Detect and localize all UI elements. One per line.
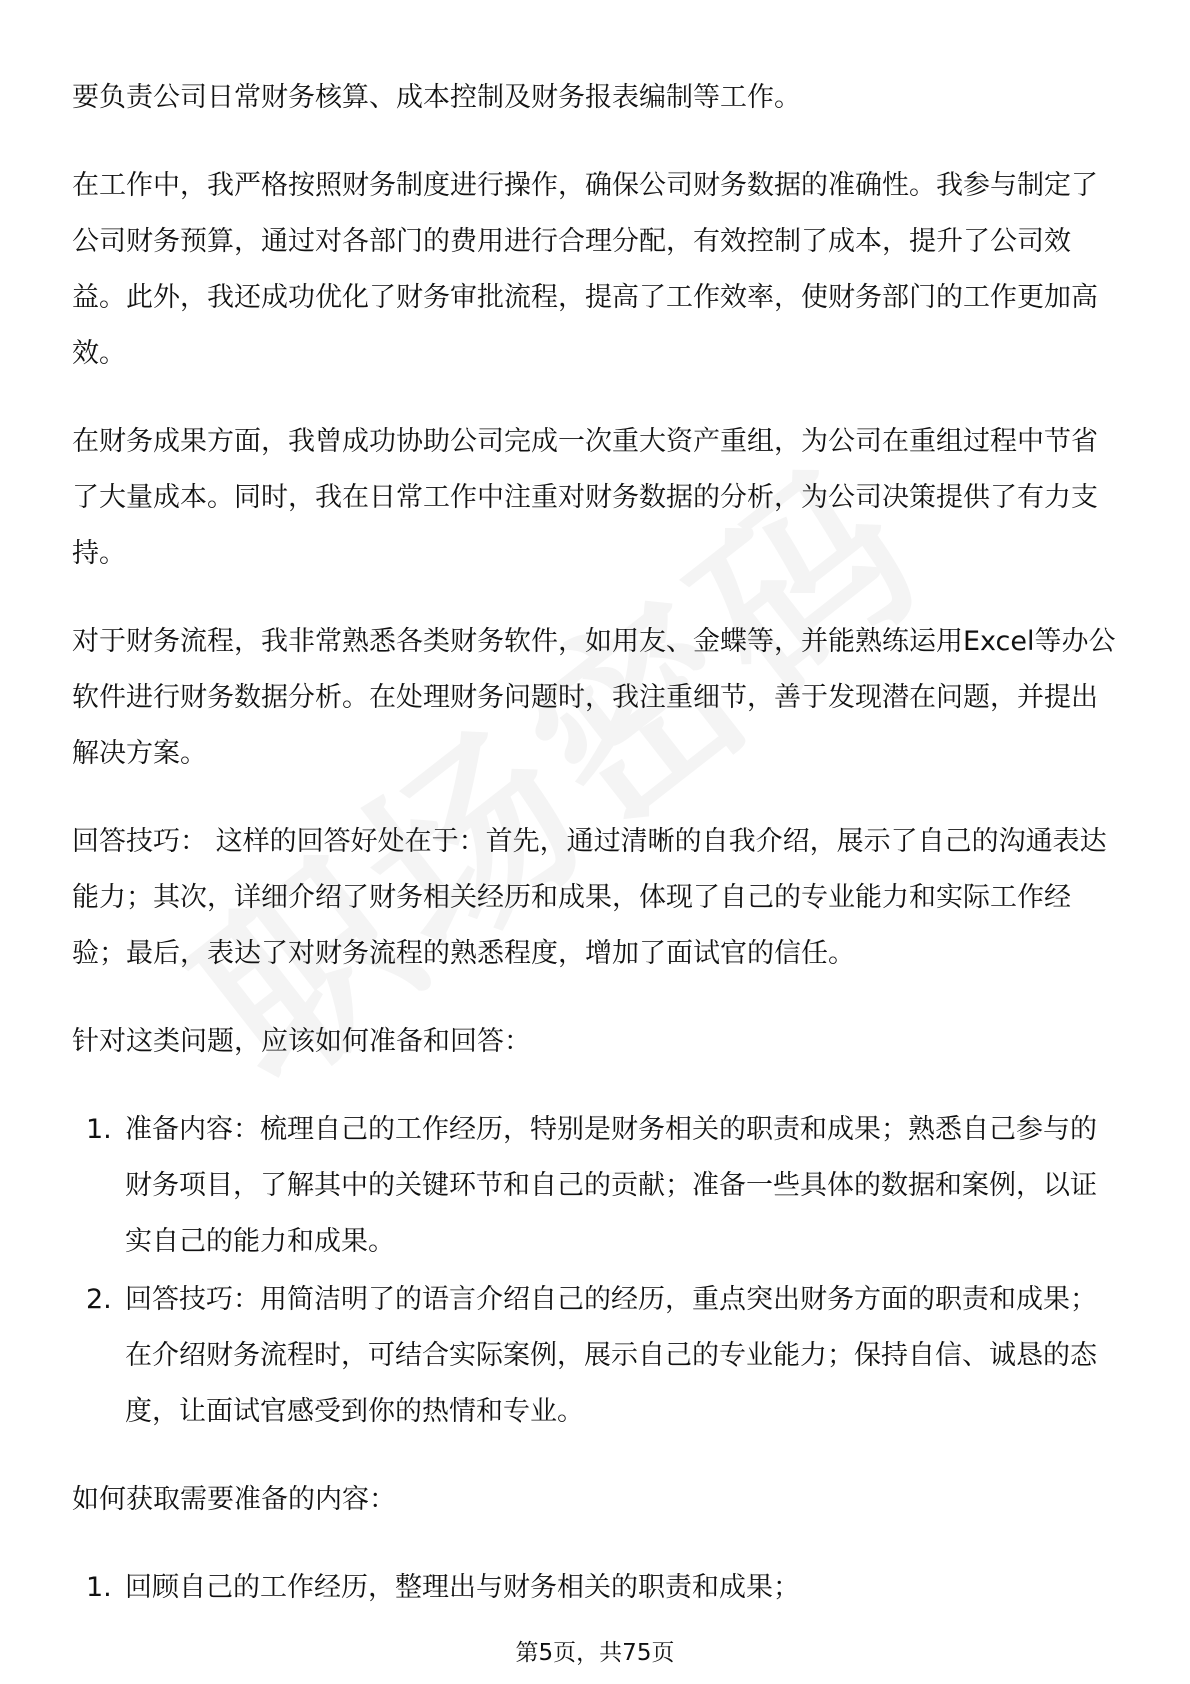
paragraph-answer-tips: 回答技巧： 这样的回答好处在于：首先，通过清晰的自我介绍，展示了自己的沟通表达能力；其次，详细介绍了财务相关经历和成果，体现了自己的专业能力和实际工作经验；最后，表达了对财务流程的熟悉程度，增加了面试官的信任。 bbox=[72, 826, 1107, 969]
list-item bbox=[72, 1102, 1122, 1270]
list-item bbox=[72, 1560, 1122, 1616]
preparation-list bbox=[72, 1102, 1122, 1440]
paragraph-responsibilities: 要负责公司日常财务核算、成本控制及财务报表编制等工作。 bbox=[72, 82, 801, 113]
list-item-text: 准备内容：梳理自己的工作经历，特别是财务相关的职责和成果；熟悉自己参与的财务项目，了解其中的关键环节和自己的贡献；准备一些具体的数据和案例，以证实自己的能力和成果。 bbox=[125, 1114, 1097, 1257]
paragraph-how-to-prepare: 针对这类问题，应该如何准备和回答： bbox=[72, 1026, 531, 1057]
list-item bbox=[72, 1272, 1122, 1440]
list-item-text: 回答技巧：用简洁明了的语言介绍自己的经历，重点突出财务方面的职责和成果；在介绍财务流程时，可结合实际案例，展示自己的专业能力；保持自信、诚恳的态度，让面试官感受到你的热情和专业。 bbox=[125, 1284, 1097, 1427]
paragraph-work-experience: 在工作中，我严格按照财务制度进行操作，确保公司财务数据的准确性。我参与制定了公司财务预算，通过对各部门的费用进行合理分配，有效控制了成本，提升了公司效益。此外，我还成功优化了财务审批流程，提高了工作效率，使财务部门的工作更加高效。 bbox=[72, 170, 1098, 369]
list-item-number: 2. bbox=[86, 1284, 112, 1315]
page-number-footer: 第5页，共75页 bbox=[515, 1640, 675, 1666]
section-heading-get-content: 如何获取需要准备的内容： bbox=[72, 1484, 396, 1515]
list-item-number: 1. bbox=[86, 1572, 112, 1603]
paragraph-financial-process: 对于财务流程，我非常熟悉各类财务软件，如用友、金蝶等，并能熟练运用Excel等办公软件进行财务数据分析。在处理财务问题时，我注重细节，善于发现潜在问题，并提出解决方案。 bbox=[72, 626, 1116, 769]
list-item-number: 1. bbox=[86, 1114, 112, 1145]
page-content bbox=[72, 70, 1122, 1648]
list-item-text: 回顾自己的工作经历，整理出与财务相关的职责和成果； bbox=[125, 1572, 800, 1603]
get-content-list bbox=[72, 1560, 1122, 1616]
paragraph-financial-results: 在财务成果方面，我曾成功协助公司完成一次重大资产重组，为公司在重组过程中节省了大量成本。同时，我在日常工作中注重对财务数据的分析，为公司决策提供了有力支持。 bbox=[72, 426, 1098, 569]
